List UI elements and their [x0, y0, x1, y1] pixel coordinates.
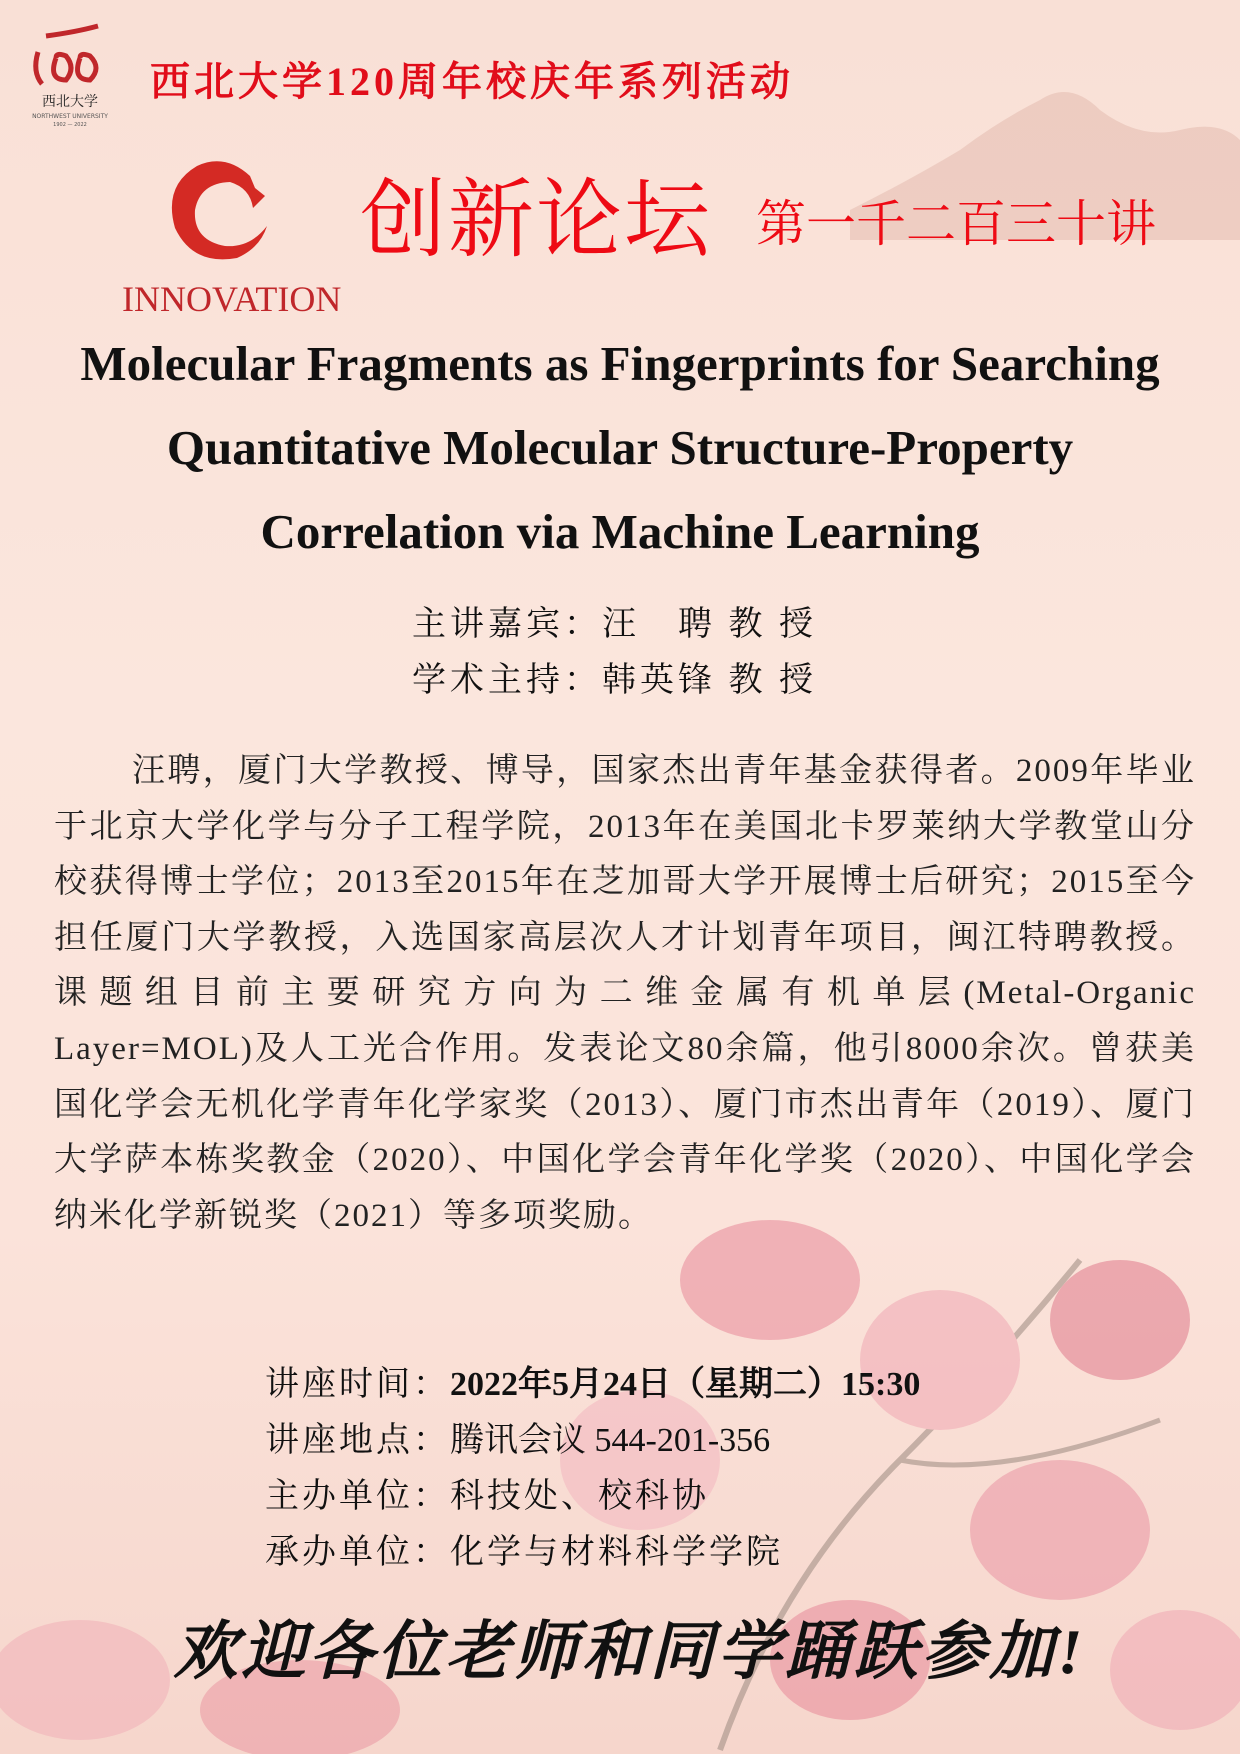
- info-value: 2022年5月24日（星期二）15:30: [450, 1366, 921, 1403]
- info-time: [265, 1356, 920, 1405]
- info-host-unit: [265, 1524, 783, 1573]
- innovation-logo-icon: [155, 148, 285, 278]
- info-location: [265, 1412, 770, 1461]
- speaker-label: 主讲嘉宾：: [412, 606, 602, 643]
- speaker-name: 汪 聘 教 授: [602, 606, 817, 643]
- logo-120-icon: [26, 22, 114, 134]
- info-label: 讲座地点：: [265, 1422, 450, 1459]
- welcome-message: 欢迎各位老师和同学踊跃参加!: [173, 1616, 1087, 1687]
- series-title: 西北大学120周年校庆年系列活动: [150, 59, 794, 104]
- info-value: 科技处、校科协: [450, 1478, 709, 1515]
- host-line: [412, 652, 817, 701]
- talk-title: Molecular Fragments as Fingerprints for Searching Quantitative Molecular Structure-Property Correlation via Machine Learning: [80, 336, 1160, 559]
- forum-name: 创新论坛: [360, 170, 712, 270]
- info-label: 主办单位：: [265, 1478, 450, 1515]
- info-label: 承办单位：: [265, 1534, 450, 1571]
- lecture-number: 第一千二百三十讲: [756, 195, 1156, 253]
- svg-text:西北大学: 西北大学: [42, 94, 98, 110]
- info-organizer: [265, 1468, 709, 1517]
- university-120-logo: [26, 22, 114, 134]
- svg-text:1902 — 2022: 1902 — 2022: [53, 122, 87, 128]
- innovation-logo-text: INNOVATION: [122, 279, 342, 319]
- speaker-bio: 汪聘，厦门大学教授、博导，国家杰出青年基金获得者。2009年毕业于北京大学化学与分子工程学院，2013年在美国北卡罗莱纳大学教堂山分校获得博士学位；2013至2015年在芝加哥大学开展博士后研究；2015至今担任厦门大学教授，入选国家高层次人才计划青年项目，闽江特聘教授。课题组目前主要研究方向为二维金属有机单层(Metal-Organic Layer=MOL)及人工光合作用。发表论文80余篇，他引8000余次。曾获美国化学会无机化学青年化学家奖（2013）、厦门市杰出青年（2019）、厦门大学萨本栋奖教金（2020）、中国化学会青年化学奖（2020）、中国化学会纳米化学新锐奖（2021）等多项奖励。: [54, 753, 1196, 1234]
- host-name: 韩英锋 教 授: [602, 662, 817, 699]
- speaker-line: [412, 596, 817, 645]
- info-label: 讲座时间：: [265, 1366, 450, 1403]
- info-value: 化学与材料科学学院: [450, 1534, 783, 1571]
- info-value: 腾讯会议 544-201-356: [450, 1422, 771, 1459]
- host-label: 学术主持：: [412, 662, 602, 699]
- svg-text:NORTHWEST UNIVERSITY: NORTHWEST UNIVERSITY: [32, 113, 108, 120]
